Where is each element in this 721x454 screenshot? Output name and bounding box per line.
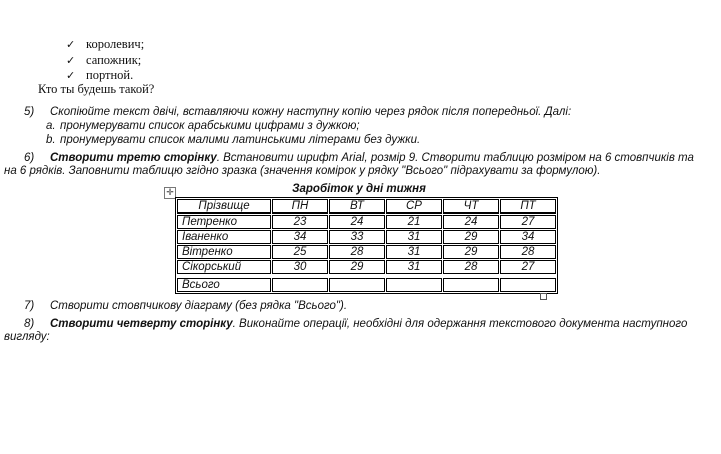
check-icon: ✓ — [66, 70, 76, 82]
task-number: 5) — [24, 106, 35, 118]
table-row — [177, 260, 556, 274]
table-cell[interactable]: 24 — [329, 215, 385, 229]
table-row — [177, 245, 556, 259]
table-cell[interactable]: 25 — [272, 245, 328, 259]
table-cell[interactable]: 28 — [443, 260, 499, 274]
header-cell[interactable]: ЧТ — [443, 199, 499, 214]
table-title: Заробіток у дні тижня — [292, 183, 426, 195]
task-8: 8) Створити четверту сторінку. Виконайте операції, необхідні для одержання текстового документа наступного — [24, 318, 688, 330]
table-total-row — [177, 278, 556, 292]
list-item: ✓ сапожник; — [66, 53, 142, 67]
task-6-line-2: на 6 рядків. Заповнити таблицю згідно зразка (значення комірок у рядку "Всього" підрахувати за формулою). — [4, 165, 601, 177]
check-icon: ✓ — [66, 39, 76, 51]
task-number: 7) — [24, 300, 35, 312]
table-cell[interactable]: 34 — [272, 230, 328, 244]
header-cell[interactable]: ВТ — [329, 199, 385, 214]
sub-item-a: a. пронумерувати список арабськими цифрами з дужкою; — [46, 120, 360, 132]
header-cell[interactable]: СР — [386, 199, 442, 214]
table-header-row — [177, 199, 556, 214]
question-line: Кто ты будешь такой? — [38, 82, 155, 96]
table-move-icon[interactable]: ✛ — [164, 187, 176, 199]
list-item: ✓ портной. — [66, 68, 134, 82]
check-icon: ✓ — [66, 55, 76, 67]
total-label-cell[interactable]: Всього — [177, 278, 271, 292]
table-spacer-row — [177, 275, 556, 277]
total-cell[interactable] — [272, 278, 328, 292]
task-5 — [24, 106, 571, 118]
task-heading: Створити третю сторінку — [50, 152, 217, 164]
table-cell[interactable]: 33 — [329, 230, 385, 244]
table-cell[interactable]: 30 — [272, 260, 328, 274]
table-cell[interactable]: 31 — [386, 230, 442, 244]
sub-item-b: b. пронумерувати список малими латинськими літерами без дужки. — [46, 134, 421, 146]
table-cell[interactable]: 28 — [329, 245, 385, 259]
table-cell[interactable]: 29 — [443, 245, 499, 259]
table-cell[interactable]: 27 — [500, 260, 556, 274]
table-cell[interactable]: Сікорський — [177, 260, 271, 274]
table-cell[interactable]: 27 — [500, 215, 556, 229]
table-cell[interactable]: 23 — [272, 215, 328, 229]
task-8-line-2: вигляду: — [4, 331, 50, 343]
total-cell[interactable] — [386, 278, 442, 292]
earnings-table — [175, 197, 558, 294]
header-cell[interactable]: Прізвище — [177, 199, 271, 214]
total-cell[interactable] — [500, 278, 556, 292]
table-cell[interactable]: 31 — [386, 245, 442, 259]
table-resize-handle[interactable] — [540, 293, 547, 300]
task-heading: Створити четверту сторінку — [50, 318, 233, 330]
table-cell[interactable]: 31 — [386, 260, 442, 274]
table-cell[interactable]: Іваненко — [177, 230, 271, 244]
header-cell[interactable]: ПТ — [500, 199, 556, 214]
table-row — [177, 215, 556, 229]
table-cell[interactable]: Петренко — [177, 215, 271, 229]
table-cell[interactable]: 29 — [443, 230, 499, 244]
table-row — [177, 230, 556, 244]
table-cell[interactable]: 21 — [386, 215, 442, 229]
list-item: ✓ королевич; — [66, 37, 145, 51]
table-cell[interactable]: 28 — [500, 245, 556, 259]
table-cell[interactable]: 24 — [443, 215, 499, 229]
table-cell[interactable]: 29 — [329, 260, 385, 274]
task-7: 7) Створити стовпчикову діаграму (без рядка "Всього"). — [24, 300, 348, 312]
task-text: Скопіюйте текст двічі, вставляючи кожну наступну копію через рядок після попередньої. Далі: — [50, 106, 572, 118]
header-cell[interactable]: ПН — [272, 199, 328, 214]
task-number: 8) — [24, 318, 35, 330]
table-cell[interactable]: 34 — [500, 230, 556, 244]
table-cell[interactable]: Вітренко — [177, 245, 271, 259]
task-number: 6) — [24, 152, 35, 164]
task-6: 6) Створити третю сторінку. Встановити шрифт Arial, розмір 9. Створити таблицю розміром на 6 стовпчиків та — [24, 152, 694, 164]
total-cell[interactable] — [329, 278, 385, 292]
total-cell[interactable] — [443, 278, 499, 292]
